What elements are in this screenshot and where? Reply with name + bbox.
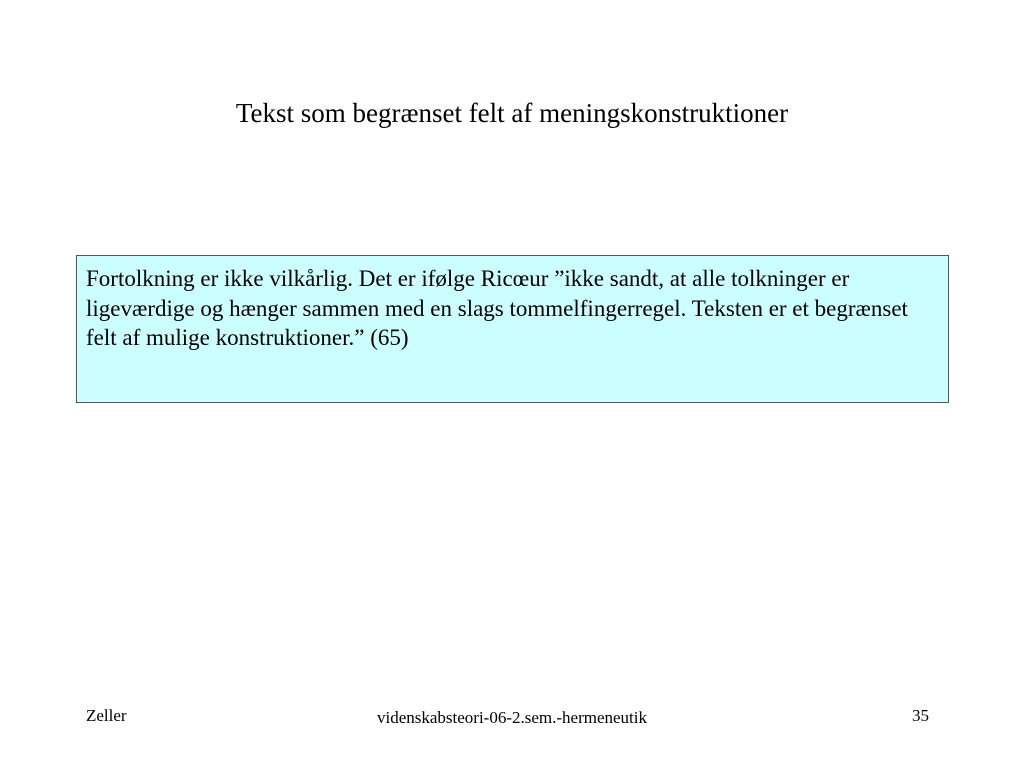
footer-author: Zeller (86, 706, 127, 725)
quote-text-box: Fortolkning er ikke vilkårlig. Det er ifølge Ricœur ”ikke sandt, at alle tolkninger er ligeværdige og hænger sammen med en slags tommelfingerregel. Teksten er et begrænset felt af mulige konstruktioner.” (65) (76, 255, 949, 403)
footer-page-number: 35 (912, 706, 929, 725)
slide-title: Tekst som begrænset felt af meningskonstruktioner (235, 98, 789, 128)
footer-course-title: videnskabsteori-06-2.sem.-hermeneutik (376, 708, 648, 727)
